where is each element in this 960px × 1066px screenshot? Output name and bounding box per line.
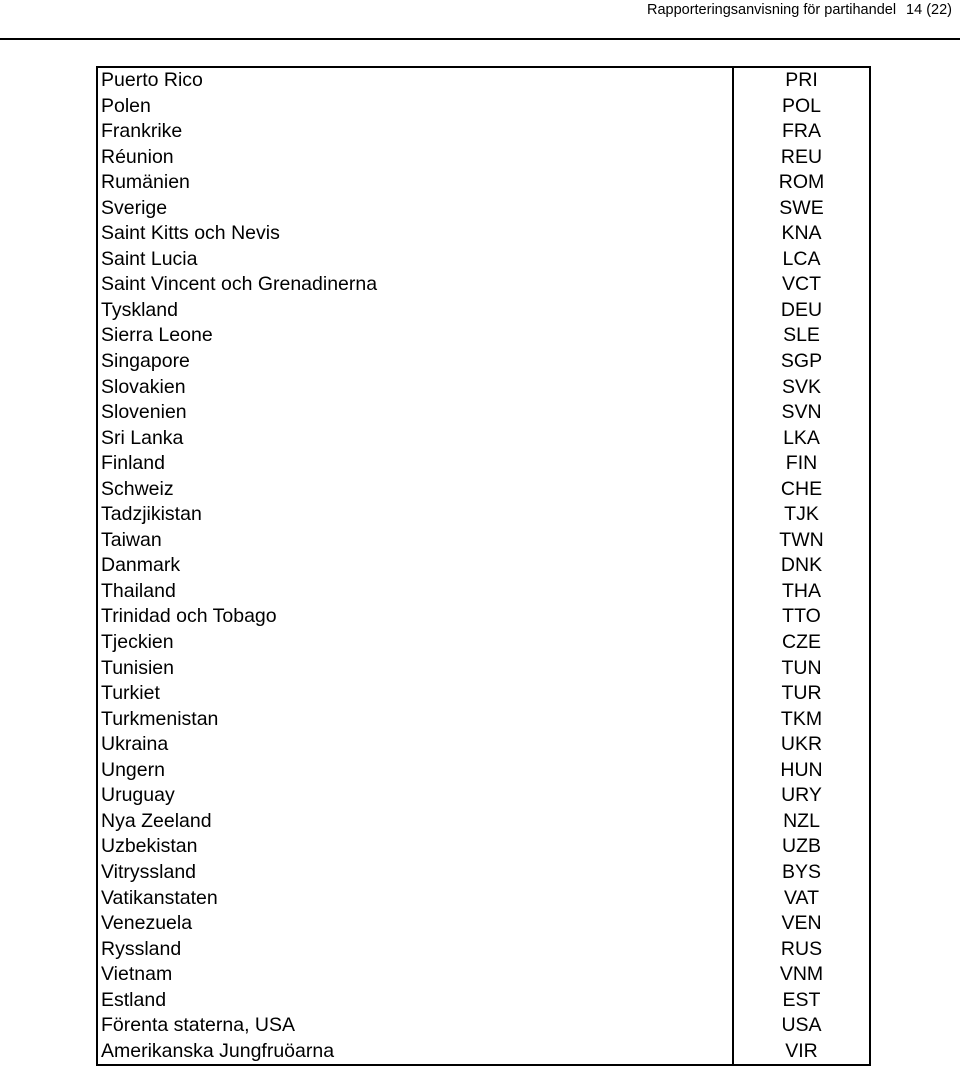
country-code: DEU xyxy=(780,298,823,321)
country-code: SVN xyxy=(781,401,822,424)
country-code: UZB xyxy=(782,835,821,858)
country-name: Ryssland xyxy=(101,937,182,960)
country-name: Ungern xyxy=(101,758,165,781)
country-code: TJK xyxy=(784,503,819,526)
country-name: Puerto Rico xyxy=(101,69,203,91)
country-name: Ukraina xyxy=(101,733,169,756)
country-name: Tyskland xyxy=(101,298,178,321)
country-code: CHE xyxy=(780,477,823,500)
country-name: Förenta staterna, USA xyxy=(101,1014,296,1037)
country-code: UKR xyxy=(780,733,823,756)
country-name: Saint Vincent och Grenadinerna xyxy=(101,273,378,296)
country-code: KNA xyxy=(781,222,822,245)
country-name: Turkiet xyxy=(101,682,160,705)
country-code: ROM xyxy=(778,171,825,194)
country-name: Slovenien xyxy=(101,401,187,424)
country-code: TUN xyxy=(781,656,822,679)
country-code-table xyxy=(96,66,871,1066)
country-name: Polen xyxy=(101,94,151,117)
country-name: Danmark xyxy=(101,554,181,577)
country-code: TUR xyxy=(781,682,822,705)
country-code: POL xyxy=(781,94,822,117)
country-name: Amerikanska Jungfruöarna xyxy=(101,1039,335,1062)
country-code: THA xyxy=(782,579,821,602)
country-name: Rumänien xyxy=(101,171,190,194)
country-code: VNM xyxy=(779,963,824,986)
country-code: LKA xyxy=(783,426,820,449)
country-code: RUS xyxy=(780,937,823,960)
country-name: Schweiz xyxy=(101,477,174,500)
country-name: Uruguay xyxy=(101,784,175,807)
country-name: Saint Kitts och Nevis xyxy=(101,222,280,245)
country-code: VCT xyxy=(782,273,821,296)
country-name: Frankrike xyxy=(101,120,183,143)
country-name: Thailand xyxy=(101,579,176,602)
country-name: Tadzjikistan xyxy=(101,503,202,526)
country-code: LCA xyxy=(782,247,821,270)
country-code: DNK xyxy=(780,554,823,577)
country-code: FRA xyxy=(782,120,821,143)
country-code: SWE xyxy=(779,196,824,219)
country-code: VAT xyxy=(783,886,820,909)
country-name: Slovakien xyxy=(101,375,186,398)
page-header xyxy=(0,0,960,40)
country-name: Taiwan xyxy=(101,528,162,551)
country-name: Saint Lucia xyxy=(101,247,198,270)
country-name: Vietnam xyxy=(101,963,173,986)
country-code: USA xyxy=(781,1014,822,1037)
country-name: Uzbekistan xyxy=(101,835,198,858)
country-name: Réunion xyxy=(101,145,174,168)
country-name: Vitryssland xyxy=(101,860,197,883)
country-name: Venezuela xyxy=(101,912,193,935)
country-code: TKM xyxy=(780,707,823,730)
country-code: VEN xyxy=(781,912,822,935)
country-code: SVK xyxy=(781,375,822,398)
country-name: Estland xyxy=(101,988,167,1011)
country-name: Sri Lanka xyxy=(101,426,184,449)
country-name: Tunisien xyxy=(101,656,174,679)
country-code: HUN xyxy=(780,758,823,781)
country-name: Sverige xyxy=(101,196,168,219)
header-text xyxy=(647,1,952,19)
country-name: Tjeckien xyxy=(101,631,174,654)
country-code: PRI xyxy=(785,69,818,91)
country-name: Finland xyxy=(101,452,165,475)
country-code: REU xyxy=(780,145,823,168)
country-name: Trinidad och Tobago xyxy=(101,605,277,628)
country-code: URY xyxy=(781,784,822,807)
country-name: Sierra Leone xyxy=(101,324,213,347)
country-name: Vatikanstaten xyxy=(101,886,218,909)
country-code: FIN xyxy=(785,452,818,475)
country-code: SLE xyxy=(783,324,820,347)
country-code: EST xyxy=(782,988,821,1011)
country-name: Turkmenistan xyxy=(101,707,219,730)
country-code: CZE xyxy=(782,631,821,654)
country-code: VIR xyxy=(785,1039,818,1062)
table-row xyxy=(97,67,870,1065)
page-number: 14 (22) xyxy=(906,2,952,18)
country-name-column xyxy=(97,67,733,1065)
country-name: Nya Zeeland xyxy=(101,809,212,832)
country-code: BYS xyxy=(781,860,822,883)
country-name: Singapore xyxy=(101,350,190,373)
country-code: TWN xyxy=(779,528,824,551)
country-code: NZL xyxy=(783,809,820,832)
country-code: SGP xyxy=(780,350,823,373)
country-code-column xyxy=(733,67,870,1065)
country-code: TTO xyxy=(782,605,821,628)
document-title: Rapporteringsanvisning för partihandel xyxy=(646,2,897,18)
